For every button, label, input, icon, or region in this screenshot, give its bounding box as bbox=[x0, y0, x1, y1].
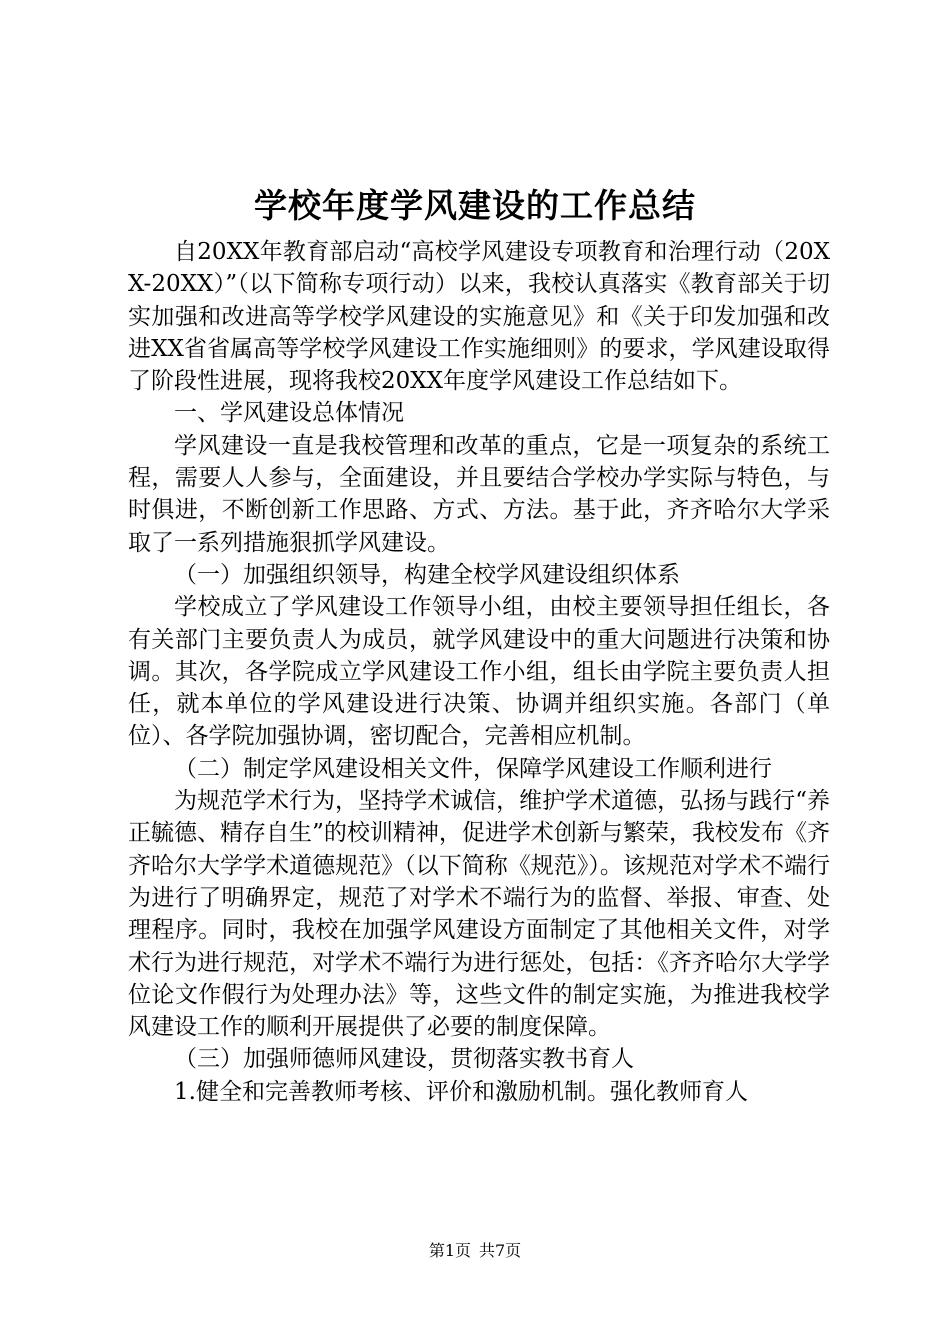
heading-subsection-1: （一）加强组织领导，构建全校学风建设组织体系 bbox=[174, 561, 680, 588]
paragraph-intro: 自20XX年教育部启动“高校学风建设专项教育和治理行动（20XX-20XX）”（以下简称专项行动）以来，我校认真落实《教育部关于切实加强和改进高等学校学风建设的实施意见》和《关于印发加强和改进XX省省属高等学校学风建设工作实施细则》的要求，学风建设取得了阶段性进展，现将我校20XX年度学风建设工作总结如下。 bbox=[128, 239, 830, 395]
page-number-current: 第1页 bbox=[428, 1241, 471, 1260]
paragraph-overview: 学风建设一直是我校管理和改革的重点，它是一项复杂的系统工程，需要人人参与，全面建设，并且要结合学校办学实际与特色，与时俱进，不断创新工作思路、方式、方法。基于此，齐齐哈尔大学采取了一系列措施狠抓学风建设。 bbox=[128, 432, 830, 556]
paragraph-regulations: 为规范学术行为，坚持学术诚信，维护学术道德，弘扬与践行“养正毓德、精存自生”的校训精神，促进学术创新与繁荣，我校发布《齐齐哈尔大学学术道德规范》（以下简称《规范》）。该规范对学术不端行为进行了明确界定，规范了对学术不端行为的监督、举报、审查、处理程序。同时，我校在加强学风建设方面制定了其他相关文件，对学术行为进行规范，对学术不端行为进行惩处，包括：《齐齐哈尔大学学位论文作假行为处理办法》等，这些文件的制定实施，为推进我校学风建设工作的顺利开展提供了必要的制度保障。 bbox=[128, 788, 830, 1041]
page-footer bbox=[0, 1240, 950, 1262]
document-body bbox=[128, 236, 830, 1108]
heading-subsection-3: （三）加强师德师风建设，贯彻落实教书育人 bbox=[174, 1046, 634, 1073]
heading-section-1: 一、学风建设总体情况 bbox=[174, 400, 404, 427]
paragraph-organization: 学校成立了学风建设工作领导小组，由校主要领导担任组长，各有关部门主要负责人为成员，就学风建设中的重大问题进行决策和协调。其次，各学院成立学风建设工作小组，组长由学院主要负责人担任，就本单位的学风建设进行决策、协调并组织实施。各部门（单位）、各学院加强协调，密切配合，完善相应机制。 bbox=[128, 594, 830, 750]
heading-subsection-2: （二）制定学风建设相关文件，保障学风建设工作顺利进行 bbox=[174, 755, 772, 782]
paragraph-teacher-evaluation: 1.健全和完善教师考核、评价和激励机制。强化教师育人 bbox=[174, 1078, 748, 1105]
page-number-total: 共7页 bbox=[479, 1241, 522, 1260]
document-title: 学校年度学风建设的工作总结 bbox=[254, 186, 696, 225]
